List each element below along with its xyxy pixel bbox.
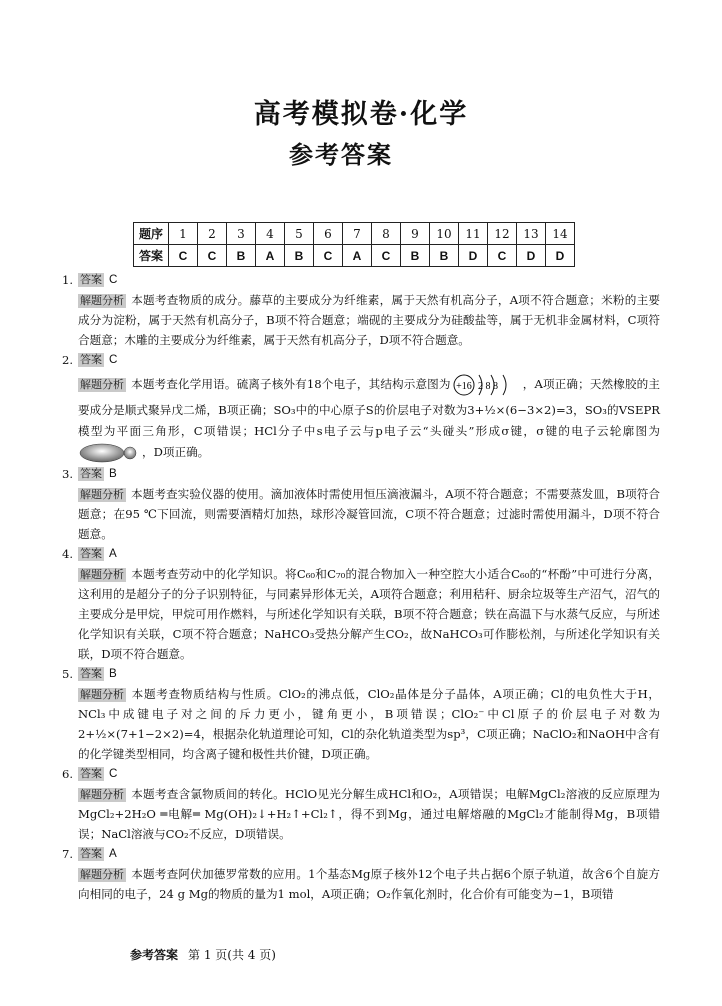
answer-content	[62, 270, 660, 904]
answer-value: C	[109, 273, 118, 286]
answer-value: A	[109, 547, 117, 560]
analysis-text: 本题考查化学用语。硫离子核外有18个电子，其结构示意图为	[131, 377, 451, 391]
answer-value: A	[109, 847, 117, 860]
question-block	[62, 464, 660, 544]
analysis-text: ，A项正确；天然橡胶的主要成分是顺式聚异戊二烯，B项正确；SO₃中的中心原子S的价层电子对数为3+½×(6−3×2)=3，SO₃的VSEPR模型为平面三角形，C项错误；HCl分子中s电子云与p电子云“头碰头”形成σ键，σ键的电子云轮廓图为	[78, 377, 660, 438]
analysis-text: 本题考查物质的成分。藤草的主要成分为纤维素，属于天然有机高分子，A项不符合题意；米粉的主要成分为淀粉，属于天然有机高分子，B项不符合题意；端砚的主要成分为硅酸盐等，属于无机非金属材料，C项符合题意；木雕的主要成分为纤维素，属于天然有机高分子，D项不符合题意。	[78, 293, 660, 347]
answer-table-number-row	[134, 223, 575, 245]
question-number-cell: 2	[198, 223, 227, 245]
analysis-tag: 解题分析	[80, 788, 124, 801]
analysis-text: ，D项正确。	[142, 445, 210, 459]
sigma-bond-orbital-diagram	[78, 442, 142, 464]
analysis-tag: 解题分析	[80, 488, 124, 501]
question-number-cell: 8	[372, 223, 401, 245]
question-number: 4.	[62, 547, 74, 561]
analysis-text: 本题考查阿伏加德罗常数的应用。1个基态Mg原子核外12个电子共占据6个原子轨道，故含6个自旋方向相同的电子，24 g Mg的物质的量为1 mol，A项正确；O₂作氧化剂时，化合价有可能变为−1，B项错	[78, 867, 660, 901]
question-number-cell: 3	[227, 223, 256, 245]
question-number: 7.	[62, 847, 74, 861]
analysis-text: 本题考查实验仪器的使用。滴加液体时需使用恒压滴液漏斗，A项不符合题意；不需要蒸发皿，B项符合题意；在95 ℃下回流，则需要酒精灯加热，球形冷凝管回流，C项不符合题意；过滤时需使用漏斗，D项不符合题意。	[78, 487, 660, 541]
question-number-cell: 11	[459, 223, 488, 245]
analysis-tag: 解题分析	[80, 378, 124, 391]
question-number: 5.	[62, 667, 74, 681]
question-number-cell: 10	[430, 223, 459, 245]
answer-cell: D	[546, 245, 575, 267]
question-block	[62, 844, 660, 904]
answer-value: C	[109, 767, 118, 780]
analysis-tag: 解题分析	[80, 294, 124, 307]
answer-cell: B	[401, 245, 430, 267]
page-footer	[130, 946, 276, 963]
answer-cell: C	[488, 245, 517, 267]
answer-cell: C	[198, 245, 227, 267]
question-number-cell: 6	[314, 223, 343, 245]
question-number: 6.	[62, 767, 74, 781]
question-number-cell: 4	[256, 223, 285, 245]
page-number: 第 1 页(共 4 页)	[188, 948, 276, 962]
answer-cell: D	[517, 245, 546, 267]
analysis-text: 本题考查劳动中的化学知识。将C₆₀和C₇₀的混合物加入一种空腔大小适合C₆₀的“杯酚”中可进行分离，这利用的是超分子的分子识别特征，与同素异形体无关，A项符合题意；利用秸秆、厨余垃圾等生产沼气，沼气的主要成分是甲烷，甲烷可用作燃料，与所述化学知识有关联，B项不符合题意；铁在高温下与水蒸气反应，与所述化学知识有关联，C项不符合题意；NaHCO₃受热分解产生CO₂，故NaHCO₃可作膨松剂，与所述化学知识有关联，D项不符合题意。	[78, 567, 660, 661]
question-block	[62, 664, 660, 764]
question-block	[62, 764, 660, 844]
page-title: 高考模拟卷·化学	[253, 99, 469, 130]
answer-value: B	[109, 667, 117, 680]
analysis-tag: 解题分析	[80, 868, 124, 881]
answer-tag: 答案	[80, 767, 102, 780]
sulfide-ion-structure-diagram	[451, 370, 523, 400]
analysis-text: 本题考查物质结构与性质。ClO₂的沸点低，ClO₂晶体是分子晶体，A项正确；Cl的电负性大于H，NCl₃中成键电子对之间的斥力更小，键角更小，B项错误；ClO₂⁻中Cl原子的价层电子对数为2+½×(7+1−2×2)=4，根据杂化轨道理论可知，Cl的杂化轨道类型为sp³，C项正确；NaClO₂和NaOH中含有的化学键类型相同，均含离子键和极性共价键，D项正确。	[78, 687, 660, 761]
question-number: 2.	[62, 353, 74, 367]
question-block	[62, 544, 660, 664]
answer-table-answer-row	[134, 245, 575, 267]
question-number: 1.	[62, 273, 74, 287]
answer-cell: C	[372, 245, 401, 267]
analysis-text: 本题考查含氯物质间的转化。HClO见光分解生成HCl和O₂，A项错误；电解MgCl₂溶液的反应原理为MgCl₂+2H₂O ═电解═ Mg(OH)₂↓+H₂↑+Cl₂↑，得不到Mg，通过电解熔融的MgCl₂才能制得Mg，B项错误；NaCl溶液与CO₂不反应，D项错误。	[78, 787, 660, 841]
ion-shell-electrons: 2 8 8	[477, 381, 498, 392]
page-subtitle: 参考答案	[289, 140, 393, 169]
question-number-cell: 14	[546, 223, 575, 245]
analysis-tag: 解题分析	[80, 688, 124, 701]
question-number-cell: 7	[343, 223, 372, 245]
answer-value: B	[109, 467, 117, 480]
question-number-cell: 1	[169, 223, 198, 245]
answer-table	[133, 222, 575, 267]
answer-cell: B	[430, 245, 459, 267]
question-number-cell: 13	[517, 223, 546, 245]
answer-table-answer-label: 答案	[134, 245, 169, 267]
answer-tag: 答案	[80, 847, 102, 860]
answer-cell: B	[227, 245, 256, 267]
question-number-cell: 9	[401, 223, 430, 245]
answer-value: C	[109, 353, 118, 366]
answer-cell: A	[256, 245, 285, 267]
question-block	[62, 350, 660, 464]
analysis-tag: 解题分析	[80, 568, 124, 581]
answer-tag: 答案	[80, 667, 102, 680]
question-number: 3.	[62, 467, 74, 481]
answer-tag: 答案	[80, 273, 102, 286]
answer-cell: B	[285, 245, 314, 267]
answer-cell: D	[459, 245, 488, 267]
answer-tag: 答案	[80, 547, 102, 560]
answer-tag: 答案	[80, 467, 102, 480]
answer-cell: C	[169, 245, 198, 267]
question-block	[62, 270, 660, 350]
ion-core-charge: +16	[455, 381, 472, 392]
answer-tag: 答案	[80, 353, 102, 366]
footer-label: 参考答案	[130, 948, 179, 962]
answer-cell: C	[314, 245, 343, 267]
question-number-cell: 5	[285, 223, 314, 245]
answer-table-header-label: 题序	[134, 223, 169, 245]
question-number-cell: 12	[488, 223, 517, 245]
answer-cell: A	[343, 245, 372, 267]
